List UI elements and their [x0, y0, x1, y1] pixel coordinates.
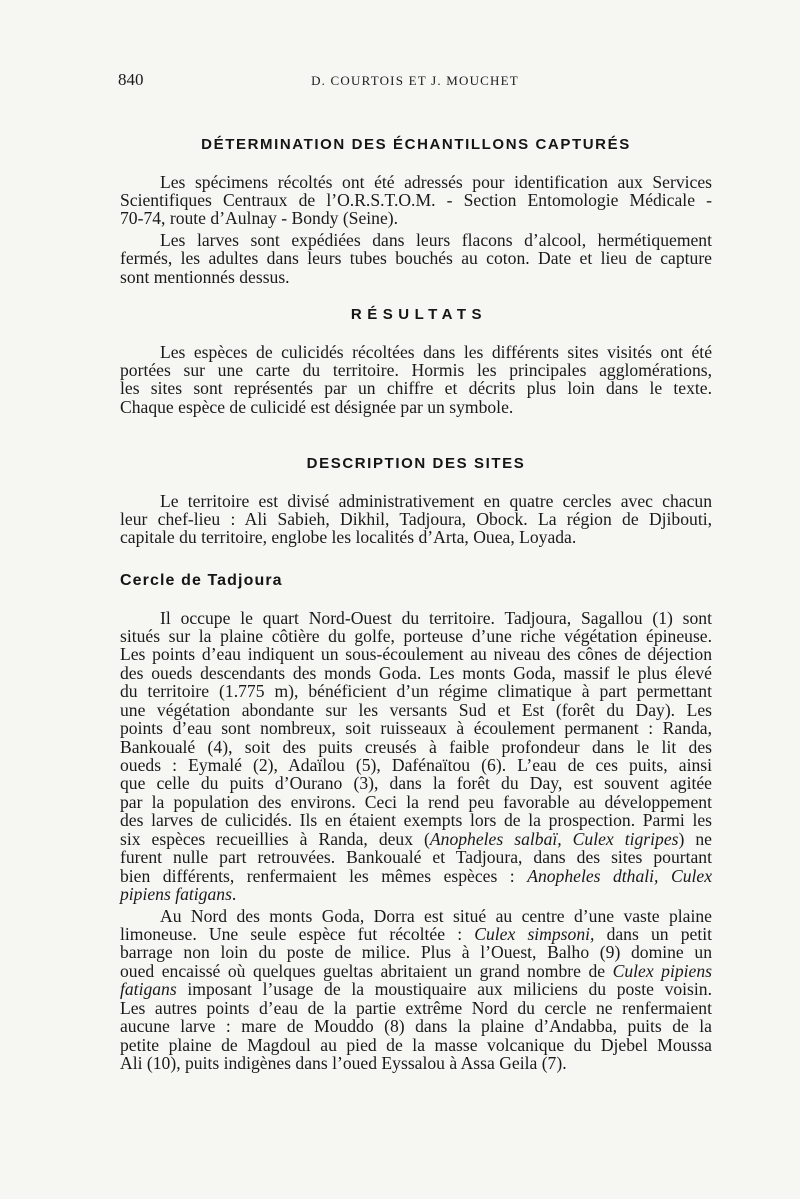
- text-line: Les espèces de culicidés récoltées dans les différents sites visités ont été: [160, 341, 712, 362]
- text-line: points d’eau sont nombreux, soit ruisseaux à écoulement permanent : Randa,: [120, 718, 712, 739]
- article-section: [120, 572, 712, 1072]
- text-line: par la population des environs. Ceci la rend peu favorable au développement: [120, 791, 712, 812]
- text-line: [120, 830, 712, 848]
- text-line: [120, 980, 712, 998]
- text-line: furent nulle part retrouvées. Bankoualé et Tadjoura, dans des sites pourtant: [120, 847, 712, 868]
- text-line: Le territoire est divisé administrativement en quatre cercles avec chacun: [160, 490, 712, 511]
- text-line: Les larves sont expédiées dans leurs flacons d’alcool, hermétiquement: [160, 229, 712, 250]
- text-line: petite plaine de Magdoul au pied de la masse volcanique du Djebel Moussa: [120, 1034, 712, 1055]
- article-section: [120, 455, 712, 547]
- section-heading: DÉTERMINATION DES ÉCHANTILLONS CAPTURÉS: [201, 136, 631, 153]
- section-heading: DESCRIPTION DES SITES: [306, 455, 526, 472]
- species-name: Anopheles dthali, Culex: [527, 865, 712, 886]
- species-name: Culex pipiens: [612, 960, 712, 981]
- text-line: oueds : Eymalé (2), Adaïlou (5), Dafénaïtou (6). L’eau de ces puits, ainsi: [120, 755, 712, 775]
- text-line: les sites sont représentés par un chiffre et décrits plus loin dans le texte.: [120, 378, 712, 399]
- text-line: aucune larve : mare de Mouddo (8) dans la plaine d’Andabba, puits de la: [120, 1016, 712, 1037]
- species-name: Anopheles salbaï, Culex tigripes: [429, 828, 679, 849]
- text-run: oued encaissé où quelques gueltas abritaient un grand nombre de: [120, 960, 613, 981]
- paragraph: [120, 343, 712, 417]
- text-run: limoneuse. Une seule espèce fut récoltée :: [120, 923, 475, 944]
- text-line: fermés, les adultes dans leurs tubes bouchés au coton. Date et lieu de capture: [120, 248, 712, 269]
- text-run: .: [231, 884, 237, 905]
- text-line: 70-74, route d’Aulnay - Bondy (Seine).: [120, 208, 399, 229]
- text-line: [120, 867, 712, 885]
- text-line: Il occupe le quart Nord-Ouest du territoire. Tadjoura, Sagallou (1) sont: [160, 607, 712, 628]
- text-line: Au Nord des monts Goda, Dorra est situé au centre d’une vaste plaine: [160, 905, 712, 926]
- text-line: [120, 962, 712, 980]
- text-line: [120, 885, 712, 903]
- text-line: Les autres points d’eau de la partie extrême Nord du cercle ne renfermaient: [120, 997, 712, 1018]
- paragraph: [120, 609, 712, 904]
- text-line: du territoire (1.775 m), bénéficient d’un régime climatique à part permettant: [120, 681, 712, 702]
- text-line: Chaque espèce de culicidé est désignée par un symbole.: [120, 396, 514, 417]
- species-name: Culex simpsoni,: [474, 923, 595, 944]
- species-name: pipiens fatigans: [120, 884, 232, 905]
- text-line: Ali (10), puits indigènes dans l’oued Eyssalou à Assa Geila (7).: [120, 1053, 567, 1073]
- text-line: capitale du territoire, englobe les localités d’Arta, Ouea, Loyada.: [120, 527, 577, 548]
- text-line: que celle du puits d’Ourano (3), dans la forêt du Day, est souvent agitée: [120, 773, 712, 794]
- text-line: leur chef-lieu : Ali Sabieh, Dikhil, Tadjoura, Obock. La région de Djibouti,: [120, 508, 712, 529]
- paragraph: [120, 907, 712, 1073]
- text-line: des oueds descendants des monds Goda. Les monts Goda, massif le plus élevé: [120, 662, 712, 683]
- paragraph: [120, 492, 712, 547]
- text-line: barrage non loin du poste de milice. Plus à l’Ouest, Balho (9) domine un: [120, 942, 712, 963]
- text-line: Scientifiques Centraux de l’O.R.S.T.O.M. - Section Entomologie Médicale -: [120, 189, 712, 210]
- text-line: [120, 925, 712, 943]
- section-heading: Cercle de Tadjoura: [120, 572, 283, 589]
- text-line: Les spécimens récoltés ont été adressés pour identification aux Services: [160, 171, 712, 192]
- article-section: [120, 306, 712, 416]
- text-run: bien différents, renfermaient les mêmes espèces :: [120, 865, 528, 886]
- text-line: une végétation abondante sur les versants Sud et Est (forêt du Day). Les: [120, 699, 712, 720]
- paragraph: [120, 231, 712, 286]
- text-line: sont mentionnés dessus.: [120, 266, 290, 287]
- text-line: Bankoualé (4), soit des puits creusés à faible profondeur dans le lit des: [120, 736, 712, 757]
- text-line: situés sur la plaine côtière du golfe, porteuse d’une riche végétation épineuse.: [120, 625, 712, 646]
- text-run: ) ne: [678, 828, 712, 849]
- text-run: imposant l’usage de la moustiquaire aux miliciens du poste voisin.: [176, 979, 712, 1000]
- text-line: portées sur une carte du territoire. Hormis les principales agglomérations,: [120, 359, 712, 380]
- page-number: 840: [118, 70, 144, 89]
- text-line: Les points d’eau indiquent un sous-écoulement au niveau des cônes de déjection: [120, 644, 712, 665]
- species-name: fatigans: [120, 979, 177, 1000]
- text-line: des larves de culicidés. Ils en étaient exempts lors de la prospection. Parmi les: [120, 810, 712, 831]
- article-section: [120, 136, 712, 286]
- section-heading: RÉSULTATS: [350, 306, 488, 323]
- text-run: dans un petit: [594, 923, 713, 944]
- text-run: six espèces recueillies à Randa, deux (: [120, 828, 430, 849]
- running-title-authors: D. COURTOIS ET J. MOUCHET: [311, 73, 519, 88]
- paragraph: [120, 173, 712, 228]
